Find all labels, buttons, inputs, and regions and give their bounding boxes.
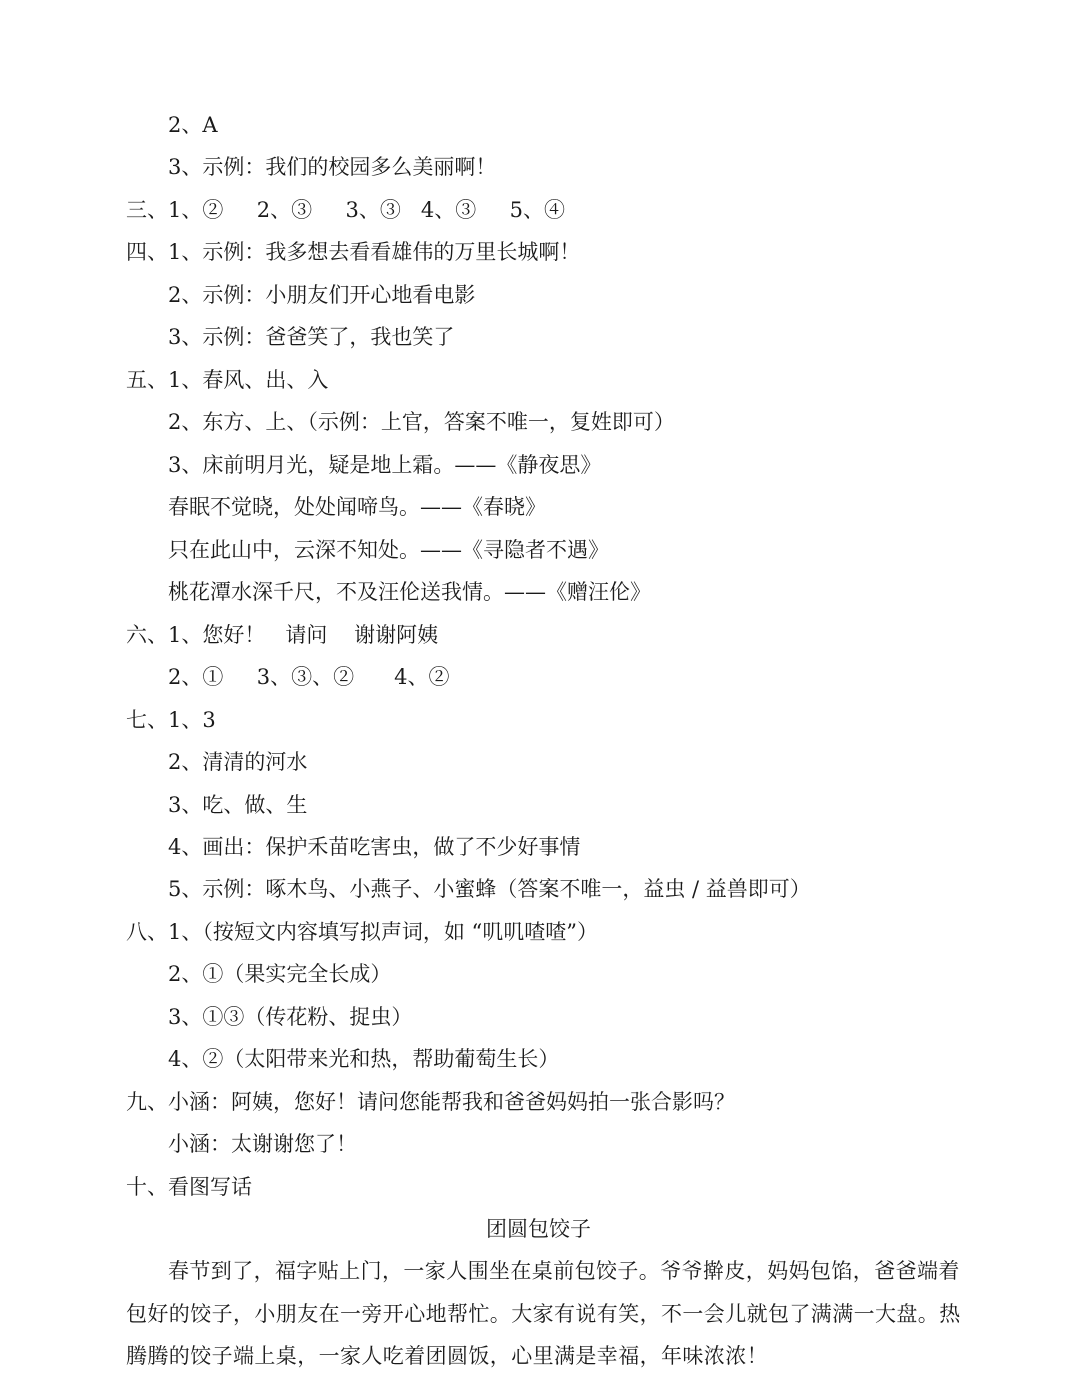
poem-line: 春眠不觉晓，处处闻啼鸟。——《春晓》	[168, 495, 546, 519]
section-eight-line: 八、1、（按短文内容填写拟声词，如 “叽叽喳喳”）	[126, 920, 599, 944]
poem-line: 桃花潭水深千尺，不及汪伦送我情。——《赠汪伦》	[168, 580, 651, 604]
answer-line: 3、吃、做、生	[168, 793, 308, 817]
essay-title: 团圆包饺子	[486, 1217, 591, 1241]
answer-line: 2、①（果实完全长成）	[168, 962, 392, 986]
section-six-line: 六、1、您好！ 请问 谢谢阿姨	[126, 623, 439, 647]
poem-line: 只在此山中，云深不知处。——《寻隐者不遇》	[168, 538, 609, 562]
answer-line: 小涵：太谢谢您了！	[168, 1132, 357, 1156]
answer-line: 2、示例：小朋友们开心地看电影	[168, 283, 476, 307]
section-three-line: 三、1、② 2、③ 3、③ 4、③ 5、④	[126, 198, 565, 222]
answer-line: 4、画出：保护禾苗吃害虫，做了不少好事情	[168, 835, 581, 859]
answer-line: 3、示例：爸爸笑了，我也笑了	[168, 325, 455, 349]
answer-line: 5、示例：啄木鸟、小燕子、小蜜蜂（答案不唯一，益虫 / 益兽即可）	[168, 877, 811, 901]
answer-line: 4、②（太阳带来光和热，帮助葡萄生长）	[168, 1047, 560, 1071]
answer-line: 2、A	[168, 113, 218, 137]
section-seven-line: 七、1、3	[126, 708, 216, 732]
section-five-line: 五、1、春风、出、入	[126, 368, 329, 392]
answer-line: 3、床前明月光，疑是地上霜。——《静夜思》	[168, 453, 602, 477]
section-ten-heading: 十、看图写话	[126, 1175, 252, 1199]
answer-line: 3、示例：我们的校园多么美丽啊！	[168, 155, 497, 179]
answer-line: 3、①③（传花粉、捉虫）	[168, 1005, 413, 1029]
section-four-line: 四、1、示例：我多想去看看雄伟的万里长城啊！	[126, 240, 581, 264]
answer-line: 2、东方、上、（示例：上官，答案不唯一，复姓即可）	[168, 410, 675, 434]
answer-line: 2、① 3、③、② 4、②	[168, 665, 450, 689]
answer-line: 2、清清的河水	[168, 750, 308, 774]
section-nine-line: 九、小涵：阿姨，您好！请问您能帮我和爸爸妈妈拍一张合影吗？	[126, 1090, 735, 1114]
essay-body: 春节到了，福字贴上门，一家人围坐在桌前包饺子。爷爷擀皮，妈妈包馅，爸爸端着包好的饺子，小朋友在一旁开心地帮忙。大家有说有笑，不一会儿就包了满满一大盘。热腾腾的饺子端上桌，一家人吃着团圆饭，心里满是幸福，年味浓浓！	[126, 1259, 961, 1368]
